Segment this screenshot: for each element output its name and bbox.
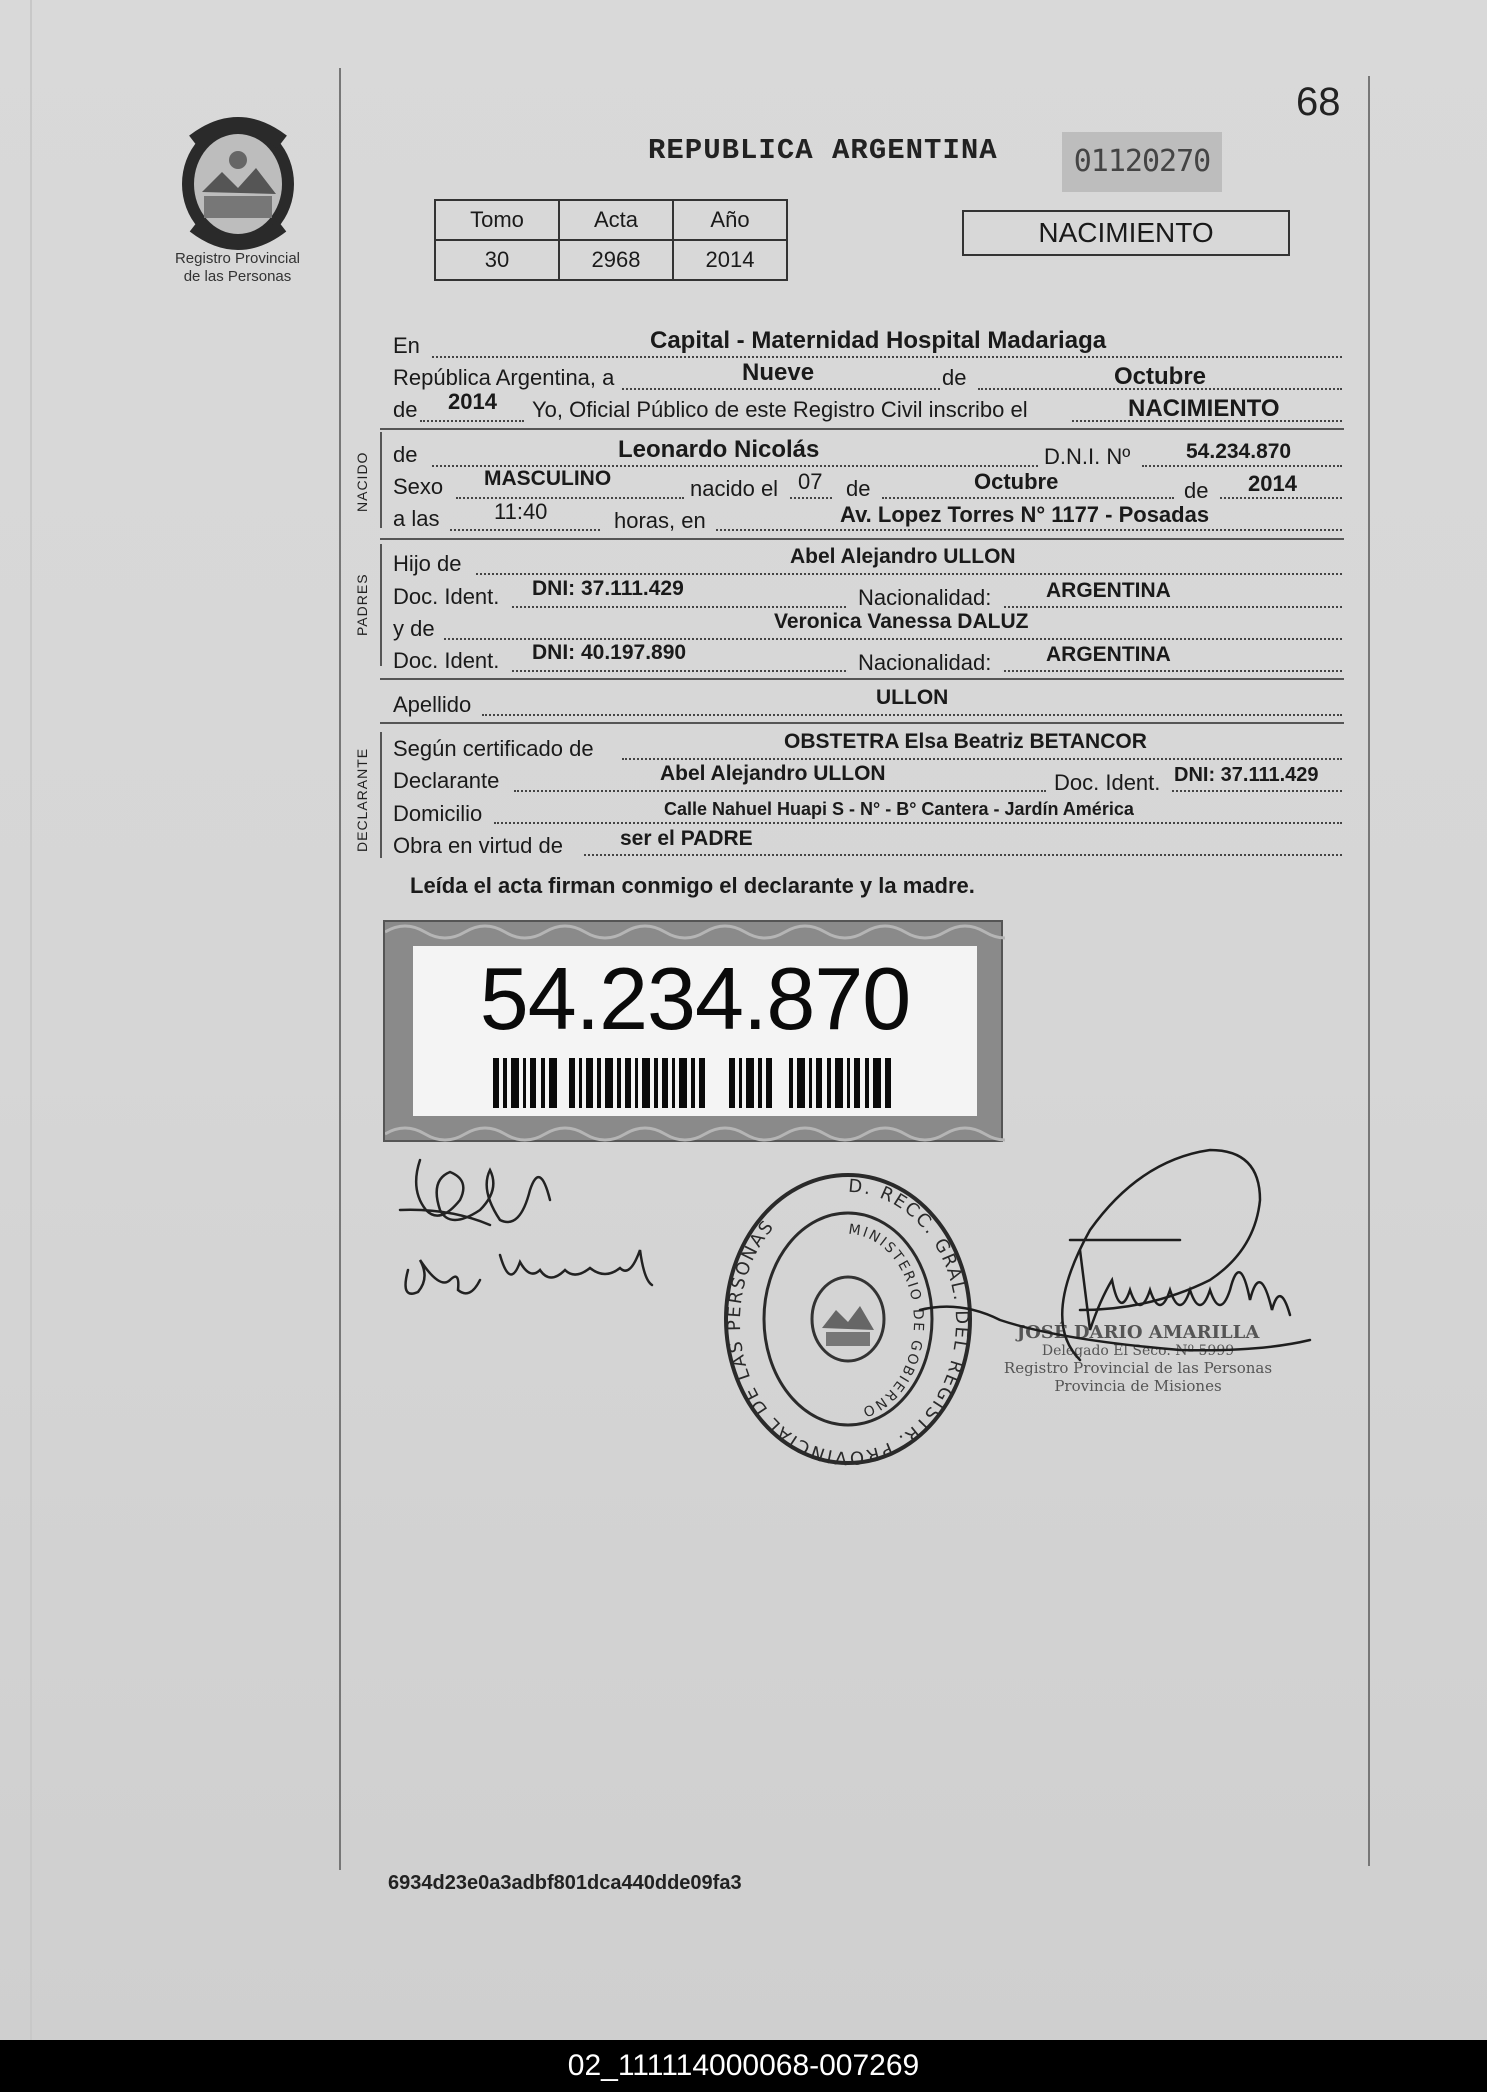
dni-label: D.N.I. Nº [1044,444,1131,469]
inscribed-value: NACIMIENTO [1128,395,1280,422]
oval-stamp-emblem-icon [812,1277,884,1361]
dotted-line [450,529,600,531]
obra-value: ser el PADRE [620,827,753,850]
republica-label: República Argentina, a [393,365,615,390]
dotted-line [456,497,684,499]
a-las-label: a las [393,506,440,531]
section-separator [380,678,1344,680]
dotted-line [584,854,1342,856]
oval-stamp-outer-text: D. RECC. GRAL. DEL REGISTR. PROVINCIAL DE LAS PERSONAS [723,1175,973,1469]
apellido-label: Apellido [393,692,472,717]
act-type-box: NACIMIENTO [962,210,1290,256]
declarante-value: Abel Alejandro ULLON [660,762,886,785]
dotted-line [512,606,846,608]
official-name: JOSÉ DARIO AMARILLA [1016,1322,1260,1343]
de-label-3: de [1184,478,1209,503]
domicilio-label: Domicilio [393,801,483,826]
declarante-doc-label: Doc. Ident. [1054,770,1161,795]
dni-stamp-number: 54.234.870 [479,949,911,1048]
nacionalidad-label-2: Nacionalidad: [858,650,992,675]
serial-number: 01120270 [1062,132,1222,192]
country-title: REPUBLICA ARGENTINA [648,134,998,167]
section-bracket [380,432,382,528]
dotted-line [716,529,1342,531]
sexo-value: MASCULINO [484,467,612,490]
dni-label-panel [413,946,977,1116]
apellido-value: ULLON [876,686,949,709]
official-text: Yo, Oficial Público de este Registro Civil inscribo el [532,397,1028,422]
official-line3: Registro Provincial de las Personas [1003,1359,1273,1377]
birth-place: Av. Lopez Torres N° 1177 - Posadas [840,502,1210,527]
padres-section-label: PADRES [354,573,370,636]
father-doc: DNI: 37.111.429 [532,577,684,600]
dotted-line [1004,606,1342,608]
nacido-de-label: de [393,442,418,467]
table-value-tomo: 30 [435,240,559,280]
birth-year: 2014 [1248,471,1297,496]
certificate-value: OBSTETRA Elsa Beatriz BETANCOR [784,730,1147,753]
hijo-de-label: Hijo de [393,551,462,576]
table-value-row [435,240,787,280]
document-hash: 6934d23e0a3adbf801dca440dde09fa3 [388,1872,742,1894]
dotted-line [494,822,1342,824]
nacionalidad-label: Nacionalidad: [858,585,992,610]
birth-day: 07 [798,469,823,494]
doc-ident-label: Doc. Ident. [393,584,500,609]
table-header-row [435,200,787,240]
section-separator [380,722,1344,724]
dotted-line [482,714,1342,716]
nacido-section-label: NACIDO [354,451,370,512]
dotted-line [476,573,1342,575]
dotted-line [882,497,1174,499]
table-header-acta: Acta [559,200,673,240]
de-label: de [942,365,967,390]
father-nationality: ARGENTINA [1046,579,1171,602]
right-margin-line [1368,76,1370,1866]
official-line2: Delegado El Seco. Nº 5999 [1041,1343,1235,1359]
day-value: Nueve [742,359,815,386]
nacido-el-label: nacido el [690,476,779,501]
child-dni: 54.234.870 [1186,440,1292,463]
dotted-line [622,388,940,390]
place-value: Capital - Maternidad Hospital Madariaga [650,327,1107,354]
section-bracket [380,544,382,666]
year-label: de [393,397,418,422]
left-margin-line [339,68,341,1870]
section-separator [380,428,1344,430]
dotted-line [444,638,1342,640]
mother-name: Veronica Vanessa DALUZ [774,610,1029,633]
page-number: 68 [1296,80,1341,124]
de-label-2: de [846,476,871,501]
sexo-label: Sexo [393,474,444,499]
dni-stamp [383,920,1003,1142]
registry-label [150,250,325,286]
declarante-doc: DNI: 37.111.429 [1174,764,1319,786]
obra-label: Obra en virtud de [393,833,563,858]
mother-signature [390,1150,680,1320]
birth-month: Octubre [974,469,1059,494]
month-value: Octubre [1114,363,1207,390]
segun-certificado-label: Según certificado de [393,736,594,761]
mother-doc: DNI: 40.197.890 [532,641,687,664]
mother-nationality: ARGENTINA [1046,643,1171,666]
registry-label-line1: Registro Provincial [174,250,301,267]
page-edge [30,0,32,2040]
child-name: Leonardo Nicolás [618,436,820,463]
section-separator [380,538,1344,540]
official-line4: Provincia de Misiones [1054,1377,1222,1395]
dotted-line [1004,670,1342,672]
dotted-line [1220,497,1342,499]
domicilio-value: Calle Nahuel Huapi S - N° - B° Cantera - Jardín América [664,799,1134,819]
official-signature [880,1140,1340,1380]
birth-time: 11:40 [494,499,548,524]
table-value-ano: 2014 [673,240,787,280]
barcode-icon [493,1058,893,1108]
document-id-bar: 02_111114000068-007269 [0,2040,1487,2092]
year-value: 2014 [448,389,497,414]
provincial-seal-icon [172,112,304,252]
closing-statement: Leída el acta firman conmigo el declarante y la madre. [410,873,975,898]
dotted-line [622,758,1342,760]
registry-label-line2: de las Personas [183,268,292,285]
dotted-line [432,356,1342,358]
horas-label: horas, en [614,508,706,533]
dotted-line [514,790,1046,792]
declarante-section-label: DECLARANTE [354,747,370,852]
table-value-acta: 2968 [559,240,673,280]
declarante-label: Declarante [393,768,500,793]
oval-stamp-inner-text: MINISTERIO DE GOBIERNO [847,1221,927,1421]
dotted-line [420,420,524,422]
section-bracket [380,732,382,858]
father-name: Abel Alejandro ULLON [790,545,1016,568]
dotted-line [790,497,832,499]
dotted-line [1142,465,1342,467]
doc-ident-label-2: Doc. Ident. [393,648,500,673]
en-label: En [393,333,420,358]
table-header-ano: Año [673,200,787,240]
registry-table [434,199,788,281]
dotted-line [512,670,846,672]
y-de-label: y de [393,616,435,641]
table-header-tomo: Tomo [435,200,559,240]
dotted-line [1172,790,1342,792]
